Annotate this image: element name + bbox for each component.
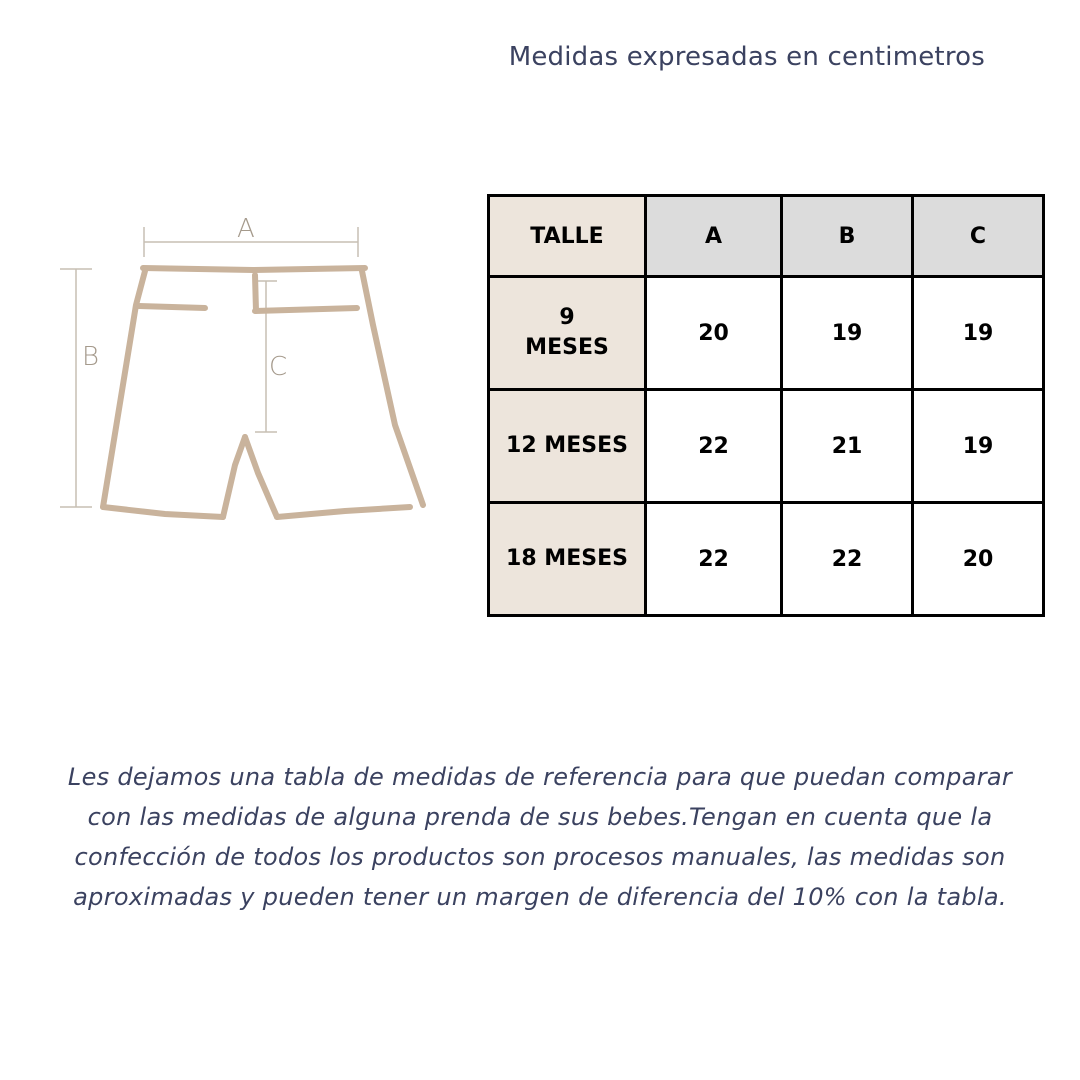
- shorts-outline-icon: [55, 205, 435, 525]
- shorts-outline: [103, 268, 423, 517]
- table-cell-c: 19: [913, 390, 1044, 503]
- column-header-a: A: [646, 196, 782, 277]
- table-cell-talle: 18 MESES: [489, 503, 646, 616]
- table-cell-b: 21: [782, 390, 913, 503]
- table-cell-a: 22: [646, 503, 782, 616]
- table-cell-talle: 12 MESES: [489, 390, 646, 503]
- table-cell-a: 20: [646, 277, 782, 390]
- table-header-row: [489, 196, 1044, 277]
- dimension-b-label: B: [82, 342, 100, 372]
- column-header-b: B: [782, 196, 913, 277]
- dimension-b: [60, 269, 92, 507]
- table-cell-b: 19: [782, 277, 913, 390]
- reference-note: Les dejamos una tabla de medidas de referencia para que puedan comparar con las medidas de alguna prenda de sus bebes.Tengan en cuenta que la confección de todos los productos son procesos manuales, las medidas son aproximadas y pueden tener un margen de diferencia del 10% con la tabla.: [67, 763, 1013, 911]
- talle-line-1: 9: [559, 305, 575, 331]
- table-cell-a: 22: [646, 390, 782, 503]
- table-row: [489, 503, 1044, 616]
- page-subtitle: Medidas expresadas en centimetros: [508, 42, 985, 72]
- table-row: [489, 390, 1044, 503]
- table-cell-c: 19: [913, 277, 1044, 390]
- table-cell-talle: [489, 277, 646, 390]
- dimension-c-label: C: [269, 352, 288, 382]
- column-header-talle: TALLE: [489, 196, 646, 277]
- table-cell-c: 20: [913, 503, 1044, 616]
- size-table: [487, 194, 1045, 617]
- column-header-c: C: [913, 196, 1044, 277]
- dimension-a-label: A: [237, 214, 255, 244]
- talle-line-2: MESES: [525, 335, 609, 360]
- table-cell-b: 22: [782, 503, 913, 616]
- table-row: [489, 277, 1044, 390]
